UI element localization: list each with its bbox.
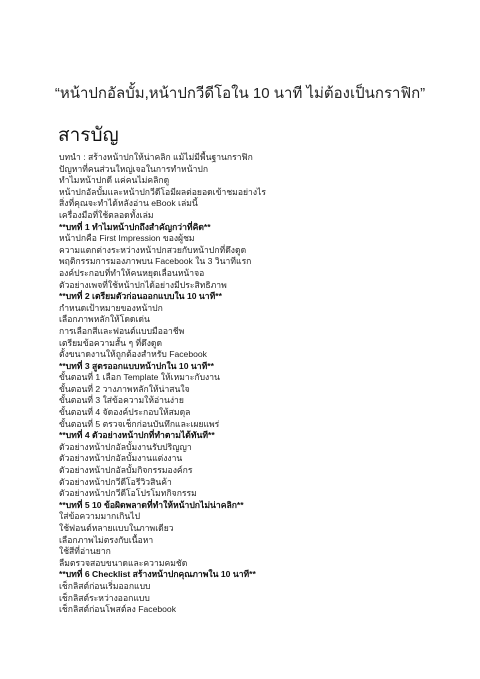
- toc-entry: ตัวอย่างหน้าปกวีดีโอโปรโมทกิจกรรม: [59, 488, 197, 499]
- toc-list: [59, 152, 459, 616]
- toc-entry: ตั้งขนาดงานให้ถูกต้องสำหรับ Facebook: [59, 349, 207, 360]
- toc-entry: กำหนดเป้าหมายของหน้าปก: [59, 302, 163, 313]
- toc-entry: ขั้นตอนที่ 5 ตรวจเช็กก่อนบันทึกและเผยแพร่: [59, 418, 220, 429]
- toc-entry: ลืมตรวจสอบขนาดและความคมชัด: [59, 557, 188, 568]
- toc-entry: ขั้นตอนที่ 1 เลือก Template ให้เหมาะกับงาน: [59, 372, 220, 383]
- toc-chapter-heading: **บทที่ 5 10 ข้อผิดพลาดที่ทำให้หน้าปกไม่น่าคลิก**: [59, 499, 244, 510]
- toc-entry: ตัวอย่างหน้าปกวีดีโอรีวิวสินค้า: [59, 476, 172, 487]
- document-title: “หน้าปกอัลบั้ม,หน้าปกวีดีโอใน 10 นาที ไม่ต้องเป็นกราฟิก”: [54, 85, 426, 102]
- toc-entry: เลือกภาพไม่ตรงกับเนื้อหา: [59, 534, 154, 545]
- toc-entry: บทนำ : สร้างหน้าปกให้น่าคลิก แม้ไม่มีพื้นฐานกราฟิก: [59, 152, 253, 162]
- toc-chapter-heading: **บทที่ 6 Checklist สร้างหน้าปกคุณภาพใน 10 นาที**: [59, 569, 256, 580]
- toc-entry: สิ่งที่คุณจะทำได้หลังอ่าน eBook เล่มนี้: [59, 198, 198, 209]
- toc-entry: ทำไมหน้าปกดี แค่คนไม่คลิกดู: [59, 175, 170, 186]
- toc-entry: เลือกภาพหลักให้โดดเด่น: [59, 314, 150, 325]
- toc-chapter-heading: **บทที่ 1 ทำไมหน้าปกถึงสำคัญกว่าที่คิด**: [59, 221, 211, 232]
- toc-entry: เช็กลิสต์ก่อนโพสต์ลง Facebook: [59, 604, 177, 615]
- toc-chapter-heading: **บทที่ 3 สูตรออกแบบหน้าปกใน 10 นาที**: [59, 360, 214, 371]
- toc-heading: สารบัญ: [58, 125, 119, 146]
- toc-entry: ความแตกต่างระหว่างหน้าปกสวยกับหน้าปกที่ดึงดูด: [59, 244, 247, 255]
- toc-entry: พฤติกรรมการมองภาพบน Facebook ใน 3 วินาทีแรก: [59, 256, 252, 267]
- toc-entry: เช็กลิสต์ก่อนเริ่มออกแบบ: [59, 580, 151, 591]
- toc-entry: ใช้ฟอนต์หลายแบบในภาพเดียว: [59, 523, 174, 533]
- toc-entry: ตัวอย่างหน้าปกอัลบั้มงานรับปริญญา: [59, 441, 192, 452]
- toc-entry: เช็กลิสต์ระหว่างออกแบบ: [59, 592, 150, 603]
- toc-entry: ตัวอย่างหน้าปกอัลบั้มงานแต่งงาน: [59, 453, 183, 464]
- toc-entry: ใส่ข้อความมากเกินไป: [59, 511, 141, 522]
- toc-chapter-heading: **บทที่ 2 เตรียมตัวก่อนออกแบบใน 10 นาที**: [59, 291, 222, 302]
- toc-entry: เครื่องมือที่ใช้ตลอดทั้งเล่ม: [59, 209, 154, 220]
- toc-entry: ขั้นตอนที่ 4 จัดองค์ประกอบให้สมดุล: [59, 407, 191, 418]
- toc-chapter-heading: **บทที่ 4 ตัวอย่างหน้าปกที่ทำตามได้ทันที**: [59, 430, 215, 441]
- toc-entry: ตัวอย่างหน้าปกอัลบั้มกิจกรรมองค์กร: [59, 465, 193, 476]
- toc-entry: ใช้สีที่อ่านยาก: [59, 546, 111, 557]
- toc-entry: เตรียมข้อความสั้น ๆ ที่ดึงดูด: [59, 337, 163, 348]
- toc-entry: หน้าปกคือ First Impression ของผู้ชม: [59, 233, 195, 244]
- toc-entry: ปัญหาที่คนส่วนใหญ่เจอในการทำหน้าปก: [59, 163, 209, 174]
- toc-entry: ขั้นตอนที่ 3 ใส่ข้อความให้อ่านง่าย: [59, 395, 184, 406]
- toc-entry: หน้าปกอัลบั้มและหน้าปกวีดีโอมีผลต่อยอดเข้าชมอย่างไร: [59, 186, 266, 197]
- toc-entry: องค์ประกอบที่ทำให้คนหยุดเลื่อนหน้าจอ: [59, 267, 205, 278]
- toc-entry: การเลือกสีและฟอนต์แบบมืออาชีพ: [59, 325, 185, 336]
- toc-entry: ตัวอย่างเพจที่ใช้หน้าปกได้อย่างมีประสิทธิภาพ: [59, 279, 227, 290]
- toc-entry: ขั้นตอนที่ 2 วางภาพหลักให้น่าสนใจ: [59, 383, 190, 394]
